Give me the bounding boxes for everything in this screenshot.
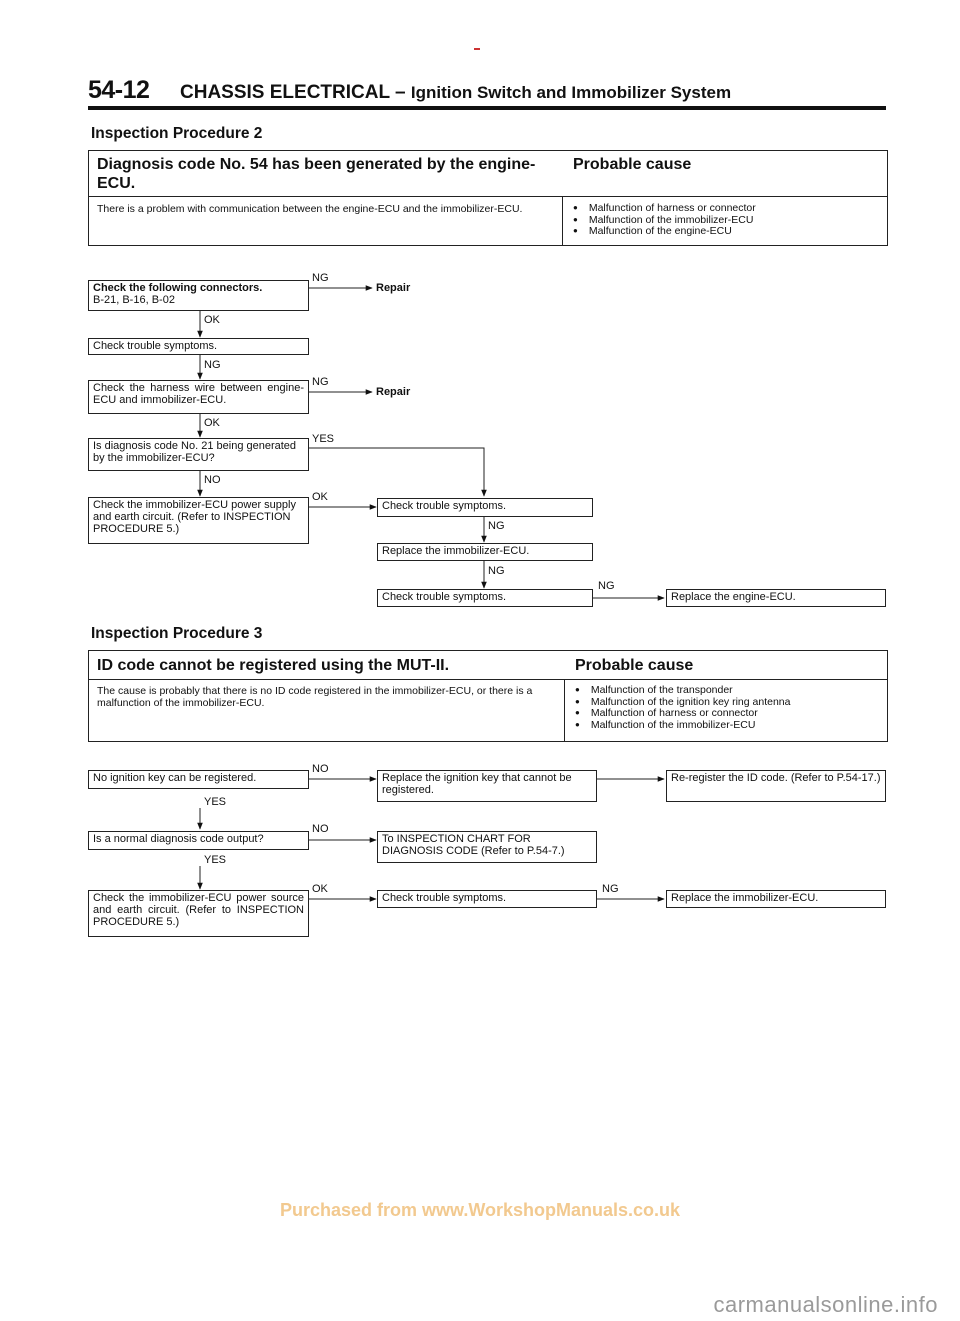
p2-replace-engine-ecu-box: Replace the engine-ECU. [666,589,886,607]
page-title-main: CHASSIS ELECTRICAL – [180,82,411,103]
procedure-3-code-title: ID code cannot be registered using the MUT-II. [97,657,450,674]
p2-label-ok: OK [312,491,328,503]
p3-replace-immobilizer-box: Replace the immobilizer-ECU. [666,890,886,908]
cause-item: ● Malfunction of the engine-ECU [573,226,756,238]
p2-diagnosis-code-question-box: Is diagnosis code No. 21 being generated by the immobilizer-ECU? [88,438,309,471]
p3-check-symptoms-box: Check trouble symptoms. [377,890,597,908]
p2-label-yes: YES [312,433,335,445]
p3-label-ng: NG [602,883,619,895]
cause-item: ● Malfunction of the transponder [575,685,790,697]
cause-item: ● Malfunction of the ignition key ring antenna [575,697,790,709]
p2-check-harness-box: Check the harness wire between engine-ECU and immobilizer-ECU. [88,380,309,414]
p2-check-symptoms-box: Check trouble symptoms. [88,338,309,355]
procedure-3-heading: Inspection Procedure 3 [91,625,263,642]
p2-repair-1: Repair [376,282,411,294]
p2-label-ng: NG [598,580,615,592]
footer-site: carmanualsonline.info [713,1292,938,1317]
cause-item: ● Malfunction of the immobilizer-ECU [573,215,756,227]
p2-connector-list: B-21, B-16, B-02 [93,294,175,306]
procedure-2-code-title: Diagnosis code No. 54 has been generated by the engine-ECU. [97,156,536,192]
p3-normal-code-question-box: Is a normal diagnosis code output? [88,831,309,850]
p2-check-symptoms-box-3: Check trouble symptoms. [377,589,593,607]
page-subtitle: Ignition Switch and Immobilizer System [410,83,732,102]
procedure-3-description: The cause is probably that there is no ID code registered in the immobilizer-ECU, or there is a malfunction of the immobilizer-ECU. [97,685,533,709]
p2-label-ok: OK [204,417,220,429]
p3-label-yes: YES [204,796,227,808]
p2-label-ng: NG [312,376,329,388]
cause-item: ● Malfunction of the immobilizer-ECU [575,720,790,732]
p2-repair-2: Repair [376,386,411,398]
procedure-2-description: There is a problem with communication between the engine-ECU and the immobilizer-ECU. [97,203,523,215]
p3-label-yes: YES [204,854,227,866]
procedure-3-probable-cause-title: Probable cause [575,657,694,674]
p2-check-power-supply-box: Check the immobilizer-ECU power supply and earth circuit. (Refer to INSPECTION PROCEDURE 5.) [88,497,309,544]
p3-label-no: NO [312,823,329,835]
p2-label-ng: NG [488,565,505,577]
p2-replace-immobilizer-box: Replace the immobilizer-ECU. [377,543,593,561]
purchase-watermark: Purchased from www.WorkshopManuals.co.uk [279,1200,681,1220]
p3-inspection-chart-box: To INSPECTION CHART FOR DIAGNOSIS CODE (Refer to P.54-7.) [377,831,597,863]
p2-label-ng: NG [204,359,221,371]
page-number: 54-12 [88,76,150,104]
cause-item: ● Malfunction of harness or connector [573,203,756,215]
p3-check-power-source-box: Check the immobilizer-ECU power source and earth circuit. (Refer to INSPECTION PROCEDURE 5.) [88,890,309,937]
p2-label-no: NO [204,474,221,486]
procedure-2-probable-cause-title: Probable cause [573,156,692,173]
procedure-2-heading: Inspection Procedure 2 [91,125,263,142]
p3-replace-ignition-key-box: Replace the ignition key that cannot be registered. [377,770,597,802]
p2-check-symptoms-box-2: Check trouble symptoms. [377,498,593,517]
p2-label-ng: NG [488,520,505,532]
p2-label-ng: NG [312,272,329,284]
p2-label-ok: OK [204,314,220,326]
p3-label-ok: OK [312,883,328,895]
p2-check-connectors-label: Check the following connectors. [93,282,263,294]
p3-no-key-registered-box: No ignition key can be registered. [88,770,309,789]
p3-reregister-id-code-box: Re-register the ID code. (Refer to P.54-17.) [666,770,886,802]
cause-item: ● Malfunction of harness or connector [575,708,790,720]
p3-label-no: NO [312,763,329,775]
